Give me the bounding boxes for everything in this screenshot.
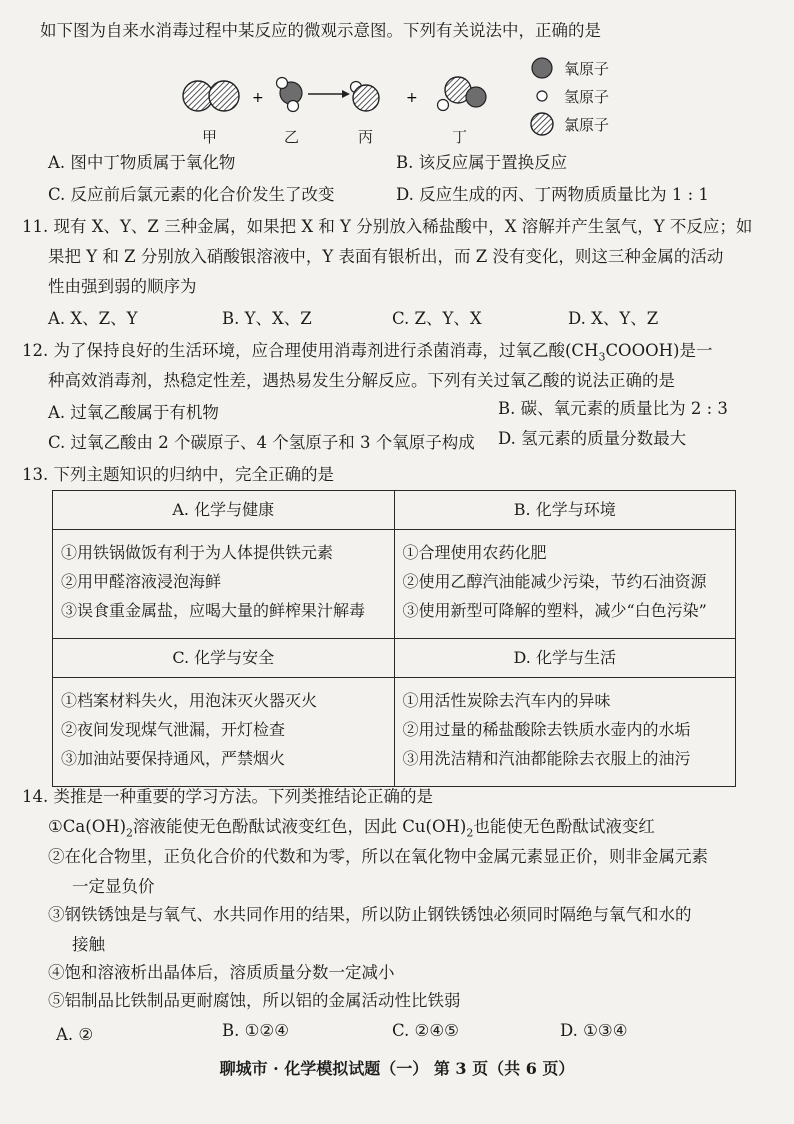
q11-line3: 性由强到弱的顺序为 xyxy=(48,277,197,296)
page-footer: 聊城市 · 化学模拟试题（一） 第 3 页（共 6 页） xyxy=(219,1059,575,1078)
q13-stem: 13. 下列主题知识的归纳中，完全正确的是 xyxy=(22,465,334,484)
q11-line1: 11. 现有 X、Y、Z 三种金属，如果把 X 和 Y 分别放入稀盐酸中，X 溶解并产生氢气，Y 不反应；如 xyxy=(22,217,753,236)
molecule-ding-icon xyxy=(438,77,487,111)
q11-option-c: C. Z、Y、X xyxy=(392,309,482,328)
q14-statement-2-line1: ②在化合物里，正负化合价的代数和为零，所以在氧化物中金属元素显正价，则非金属元素 xyxy=(48,847,708,866)
hydrogen-atom-icon xyxy=(530,84,556,108)
table-c-item-3: ③加油站要保持通风，严禁烟火 xyxy=(61,749,286,768)
table-cell-b xyxy=(395,530,736,638)
q10-option-a: A. 图中丁物质属于氧化物 xyxy=(48,153,236,172)
table-a-item-3: ③误食重金属盐，应喝大量的鲜榨果汁解毒 xyxy=(61,601,366,620)
label-yi: 乙 xyxy=(284,128,300,146)
q14-statement-3-line2: 接触 xyxy=(72,935,105,954)
table-d-item-3: ③用洗洁精和汽油都能除去衣服上的油污 xyxy=(402,749,691,768)
q14-s1-sub2: 2 xyxy=(466,826,474,840)
table-head-c: C. 化学与安全 xyxy=(172,648,275,667)
q14-option-b: B. ①②④ xyxy=(222,1021,289,1040)
q10-option-c: C. 反应前后氯元素的化合价发生了改变 xyxy=(48,185,335,204)
q14-option-c: C. ②④⑤ xyxy=(392,1021,459,1040)
molecule-yi-icon xyxy=(277,78,303,112)
table-b-item-3: ③使用新型可降解的塑料，减少“白色污染” xyxy=(402,601,707,620)
q12-line1-b: COOOH)是一 xyxy=(605,341,713,360)
q11-option-a: A. X、Z、Y xyxy=(48,309,138,328)
arrow-icon xyxy=(308,90,350,98)
legend-chlorine xyxy=(530,111,609,137)
molecule-bing-icon xyxy=(351,82,380,112)
table-head-b: B. 化学与环境 xyxy=(513,500,616,519)
q14-option-d: D. ①③④ xyxy=(560,1021,628,1040)
q14-statement-3-line1: ③钢铁锈蚀是与氧气、水共同作用的结果，所以防止钢铁锈蚀必须同时隔绝与氧气和水的 xyxy=(48,905,692,924)
q14-statement-2-line2: 一定显负价 xyxy=(72,877,155,896)
table-a-item-2: ②用甲醛溶液浸泡海鲜 xyxy=(61,572,222,591)
legend-oxygen-label: 氧原子 xyxy=(564,59,610,78)
molecule-jia-icon xyxy=(183,81,239,111)
q14-statement-1 xyxy=(48,816,655,844)
q10-stem: 如下图为自来水消毒过程中某反应的微观示意图。下列有关说法中，正确的是 xyxy=(40,21,601,40)
q13-knowledge-table xyxy=(52,490,736,787)
chlorine-atom-icon xyxy=(530,111,556,137)
label-jia: 甲 xyxy=(202,128,218,146)
q12-line1-sub: 3 xyxy=(598,350,606,364)
label-ding: 丁 xyxy=(452,128,468,146)
q11-option-b: B. Y、X、Z xyxy=(222,309,312,328)
q12-option-d: D. 氢元素的质量分数最大 xyxy=(498,429,687,448)
q12-option-a: A. 过氧乙酸属于有机物 xyxy=(48,403,219,422)
q12-line1 xyxy=(22,340,712,368)
table-c-item-2: ②夜间发现煤气泄漏，开灯检查 xyxy=(61,720,286,739)
table-head-d: D. 化学与生活 xyxy=(513,648,616,667)
q12-option-b: B. 碳、氧元素的质量比为 2 : 3 xyxy=(498,399,728,418)
table-c-item-1: ①档案材料失火，用泡沫灭火器灭火 xyxy=(61,691,318,710)
table-d-item-2: ②用过量的稀盐酸除去铁质水壶内的水垢 xyxy=(402,720,691,739)
q14-option-a: A. ② xyxy=(56,1025,94,1044)
q14-stem: 14. 类推是一种重要的学习方法。下列类推结论正确的是 xyxy=(22,787,433,806)
q14-statement-4: ④饱和溶液析出晶体后，溶质质量分数一定减小 xyxy=(48,963,395,982)
table-b-item-1: ①合理使用农药化肥 xyxy=(402,543,547,562)
legend-hydrogen-label: 氢原子 xyxy=(564,87,610,106)
table-a-item-1: ①用铁锅做饭有利于为人体提供铁元素 xyxy=(61,543,334,562)
legend-hydrogen xyxy=(530,84,609,108)
table-head-a: A. 化学与健康 xyxy=(172,500,275,519)
reaction-diagram xyxy=(170,62,510,126)
q12-option-c: C. 过氧乙酸由 2 个碳原子、4 个氢原子和 3 个氧原子构成 xyxy=(48,433,475,452)
q12-line2: 种高效消毒剂，热稳定性差，遇热易发生分解反应。下列有关过氧乙酸的说法正确的是 xyxy=(48,371,675,390)
table-cell-a xyxy=(53,530,394,638)
plus-sign-1: + xyxy=(252,90,264,106)
q11-option-d: D. X、Y、Z xyxy=(568,309,659,328)
table-cell-d xyxy=(395,678,736,786)
table-cell-c xyxy=(53,678,394,786)
legend-oxygen xyxy=(530,56,609,80)
q12-line1-a: 12. 为了保持良好的生活环境，应合理使用消毒剂进行杀菌消毒，过氧乙酸(CH xyxy=(22,341,599,360)
legend-chlorine-label: 氯原子 xyxy=(564,115,610,134)
q10-option-b: B. 该反应属于置换反应 xyxy=(396,153,568,172)
q14-statement-5: ⑤铝制品比铁制品更耐腐蚀，所以铝的金属活动性比铁弱 xyxy=(48,991,461,1010)
oxygen-atom-icon xyxy=(530,56,556,80)
q10-option-d: D. 反应生成的丙、丁两物质质量比为 1 : 1 xyxy=(396,185,709,204)
q14-s1-a: ①Ca(OH) xyxy=(48,817,127,836)
q14-s1-sub1: 2 xyxy=(126,826,134,840)
q14-s1-c: 也能使无色酚酞试液变红 xyxy=(473,817,655,836)
label-bing: 丙 xyxy=(358,128,374,146)
table-b-item-2: ②使用乙醇汽油能减少污染，节约石油资源 xyxy=(402,572,707,591)
table-d-item-1: ①用活性炭除去汽车内的异味 xyxy=(402,691,611,710)
q14-s1-b: 溶液能使无色酚酞试液变红色，因此 Cu(OH) xyxy=(133,817,467,836)
q11-line2: 果把 Y 和 Z 分别放入硝酸银溶液中，Y 表面有银析出，而 Z 没有变化，则这三种金属的活动 xyxy=(48,247,724,266)
plus-sign-2: + xyxy=(406,90,418,106)
